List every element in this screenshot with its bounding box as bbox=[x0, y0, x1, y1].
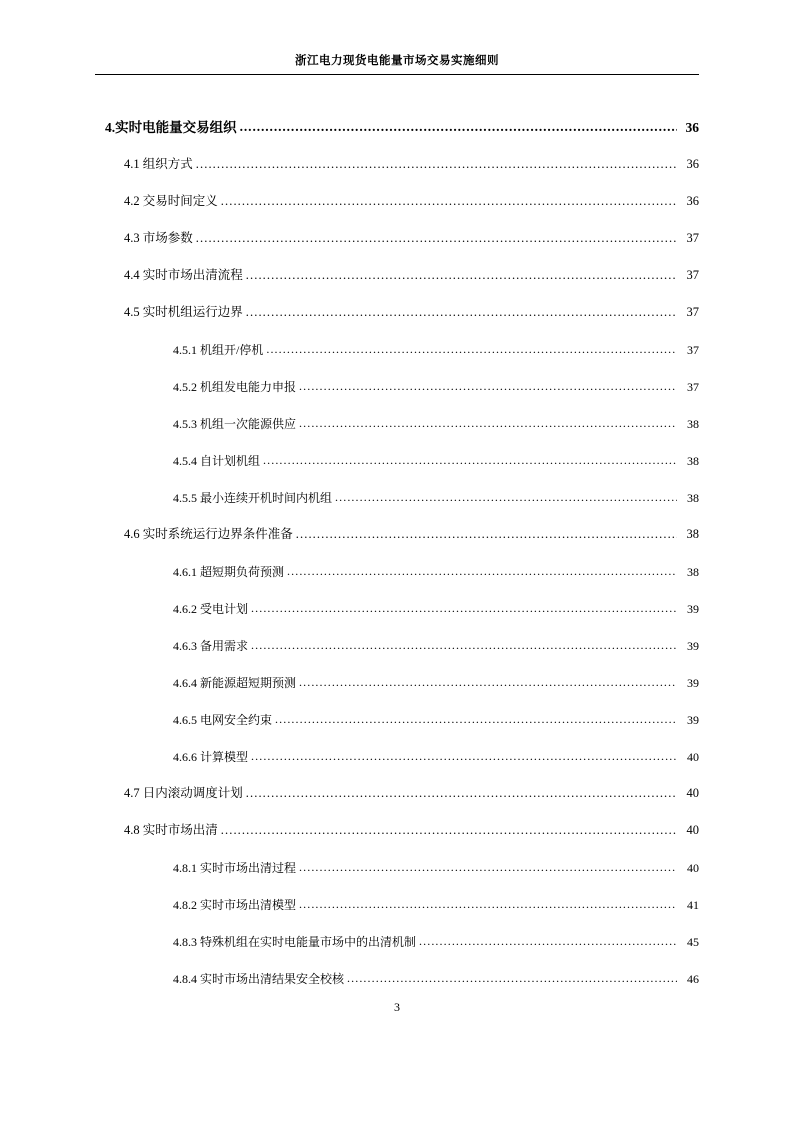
toc-entry-page: 41 bbox=[687, 897, 699, 912]
toc-leader-dots bbox=[299, 381, 677, 393]
toc-entry-page: 37 bbox=[686, 305, 699, 320]
toc-leader-dots bbox=[246, 269, 677, 282]
toc-entry-label: 4.5.4 自计划机组 bbox=[173, 453, 261, 468]
toc-entry[interactable] bbox=[95, 640, 699, 652]
toc-entry-label: 4.6.2 受电计划 bbox=[173, 601, 249, 616]
toc-entry-label: 4.5.5 最小连续开机时间内机组 bbox=[173, 490, 333, 505]
toc-entry-label: 4.5.1 机组开/停机 bbox=[173, 342, 264, 357]
toc-entry[interactable] bbox=[95, 381, 699, 393]
toc-leader-dots bbox=[335, 492, 677, 504]
toc-leader-dots bbox=[287, 566, 677, 578]
toc-entry-page: 46 bbox=[687, 971, 699, 986]
toc-entry[interactable] bbox=[95, 603, 699, 615]
toc-entry[interactable] bbox=[95, 344, 699, 356]
toc-entry[interactable] bbox=[95, 306, 699, 319]
toc-entry-page: 40 bbox=[686, 786, 699, 801]
toc-entry-label: 4.6.6 计算模型 bbox=[173, 749, 249, 764]
toc-entry[interactable] bbox=[95, 824, 699, 837]
toc-entry[interactable] bbox=[95, 528, 699, 541]
toc-entry-label: 4.8.1 实时市场出清过程 bbox=[173, 860, 297, 875]
toc-entry[interactable] bbox=[95, 936, 699, 948]
toc-entry-page: 40 bbox=[687, 860, 699, 875]
toc-leader-dots bbox=[251, 640, 677, 652]
toc-entry[interactable] bbox=[95, 418, 699, 430]
toc-leader-dots bbox=[299, 677, 677, 689]
toc-leader-dots bbox=[246, 787, 677, 800]
toc-leader-dots bbox=[196, 232, 677, 245]
toc-leader-dots bbox=[266, 344, 677, 356]
toc-entry-page: 39 bbox=[687, 675, 699, 690]
toc-entry-page: 45 bbox=[687, 934, 699, 949]
toc-entry-label: 4.8.2 实时市场出清模型 bbox=[173, 897, 297, 912]
toc-entry[interactable] bbox=[95, 158, 699, 171]
page-number: 3 bbox=[394, 1000, 400, 1014]
toc-entry-page: 38 bbox=[687, 564, 699, 579]
toc-entry-label: 4.8.4 实时市场出清结果安全校核 bbox=[173, 971, 345, 986]
toc-entry[interactable] bbox=[95, 492, 699, 504]
toc-entry-page: 36 bbox=[685, 119, 699, 135]
toc-leader-dots bbox=[196, 158, 677, 171]
toc-entry-label: 4.3 市场参数 bbox=[124, 231, 193, 246]
toc-entry-label: 4.实时电能量交易组织 bbox=[105, 119, 237, 135]
toc-entry-page: 39 bbox=[687, 712, 699, 727]
toc-entry-page: 38 bbox=[687, 490, 699, 505]
toc-entry-label: 4.5 实时机组运行边界 bbox=[124, 305, 243, 320]
toc-entry-label: 4.7 日内滚动调度计划 bbox=[124, 786, 243, 801]
toc-leader-dots bbox=[221, 195, 677, 208]
toc-entry-page: 37 bbox=[687, 342, 699, 357]
toc-entry[interactable] bbox=[95, 195, 699, 208]
toc-entry-page: 39 bbox=[687, 601, 699, 616]
toc-entry[interactable] bbox=[95, 714, 699, 726]
toc-entry-page: 37 bbox=[687, 379, 699, 394]
toc-entry[interactable] bbox=[95, 751, 699, 763]
toc-leader-dots bbox=[275, 714, 677, 726]
toc-entry[interactable] bbox=[95, 566, 699, 578]
toc-leader-dots bbox=[419, 936, 677, 948]
toc-entry[interactable] bbox=[95, 121, 699, 135]
toc-entry-page: 38 bbox=[686, 527, 699, 542]
toc-entry[interactable] bbox=[95, 677, 699, 689]
toc-entry-page: 38 bbox=[687, 453, 699, 468]
toc-entry[interactable] bbox=[95, 899, 699, 911]
toc-leader-dots bbox=[246, 306, 677, 319]
toc-leader-dots bbox=[296, 528, 677, 541]
toc-leader-dots bbox=[240, 121, 677, 135]
toc-entry-page: 39 bbox=[687, 638, 699, 653]
toc-entry-page: 38 bbox=[687, 416, 699, 431]
toc-entry-page: 36 bbox=[686, 194, 699, 209]
toc-entry-label: 4.1 组织方式 bbox=[124, 157, 193, 172]
toc-entry[interactable] bbox=[95, 973, 699, 985]
toc-leader-dots bbox=[299, 418, 677, 430]
toc-entry[interactable] bbox=[95, 269, 699, 282]
toc-entry-page: 40 bbox=[686, 823, 699, 838]
toc-entry[interactable] bbox=[95, 787, 699, 800]
toc-entry-label: 4.8.3 特殊机组在实时电能量市场中的出清机制 bbox=[173, 934, 417, 949]
toc-leader-dots bbox=[251, 751, 677, 763]
toc-entry-label: 4.6.3 备用需求 bbox=[173, 638, 249, 653]
toc-entry[interactable] bbox=[95, 455, 699, 467]
toc-leader-dots bbox=[263, 455, 677, 467]
toc-leader-dots bbox=[299, 899, 677, 911]
toc-leader-dots bbox=[347, 973, 677, 985]
toc-entry-label: 4.6.5 电网安全约束 bbox=[173, 712, 273, 727]
page-header: 浙江电力现货电能量市场交易实施细则 bbox=[95, 52, 699, 75]
toc-leader-dots bbox=[299, 862, 677, 874]
toc-entry-label: 4.6.1 超短期负荷预测 bbox=[173, 564, 285, 579]
toc-entry-page: 37 bbox=[686, 231, 699, 246]
toc-entry-label: 4.8 实时市场出清 bbox=[124, 823, 218, 838]
toc-entry-page: 40 bbox=[687, 749, 699, 764]
toc-leader-dots bbox=[251, 603, 677, 615]
toc-entry-page: 37 bbox=[686, 268, 699, 283]
toc-leader-dots bbox=[221, 824, 677, 837]
toc-entry-label: 4.5.3 机组一次能源供应 bbox=[173, 416, 297, 431]
table-of-contents bbox=[95, 109, 699, 997]
toc-entry-label: 4.4 实时市场出清流程 bbox=[124, 268, 243, 283]
toc-entry-label: 4.6.4 新能源超短期预测 bbox=[173, 675, 297, 690]
toc-entry[interactable] bbox=[95, 862, 699, 874]
toc-entry-page: 36 bbox=[686, 157, 699, 172]
toc-entry-label: 4.2 交易时间定义 bbox=[124, 194, 218, 209]
toc-entry-label: 4.5.2 机组发电能力申报 bbox=[173, 379, 297, 394]
toc-entry-label: 4.6 实时系统运行边界条件准备 bbox=[124, 527, 293, 542]
toc-entry[interactable] bbox=[95, 232, 699, 245]
